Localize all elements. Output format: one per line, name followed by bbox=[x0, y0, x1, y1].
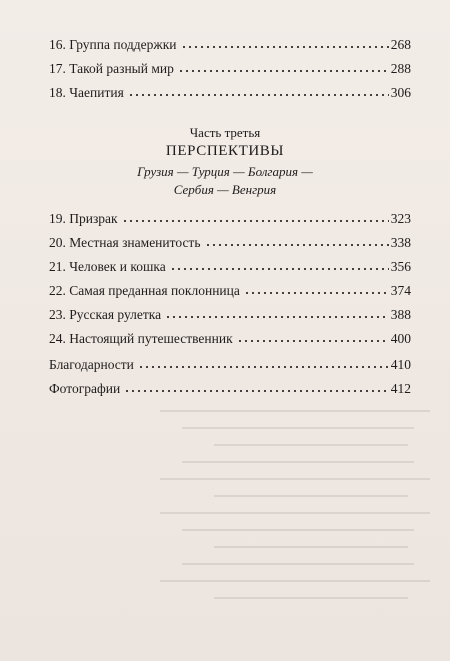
part-heading bbox=[0, 124, 450, 199]
dot-leader bbox=[205, 238, 389, 252]
dot-leader bbox=[122, 214, 389, 228]
dot-leader bbox=[165, 310, 389, 324]
toc-section-top bbox=[49, 35, 411, 107]
toc-entry-page: 412 bbox=[390, 381, 411, 396]
dot-leader bbox=[181, 40, 389, 54]
bleed-through-texture bbox=[160, 395, 430, 655]
toc-entry-page: 338 bbox=[390, 235, 411, 250]
toc-entry[interactable] bbox=[49, 329, 411, 353]
toc-entry[interactable] bbox=[49, 35, 411, 59]
toc-entry-page: 323 bbox=[390, 211, 411, 226]
toc-entry-title: 19. Призрак bbox=[49, 211, 118, 226]
toc-entry-page: 400 bbox=[390, 331, 411, 346]
part-label: Часть третья bbox=[189, 125, 261, 140]
toc-entry-page: 268 bbox=[390, 37, 411, 52]
toc-entry[interactable] bbox=[49, 209, 411, 233]
toc-entry[interactable] bbox=[49, 379, 411, 403]
part-subtitle-line2: Сербия — Венгрия bbox=[173, 182, 277, 197]
toc-entry-title: Благодарности bbox=[49, 357, 134, 372]
toc-entry-title: 21. Человек и кошка bbox=[49, 259, 166, 274]
dot-leader bbox=[244, 286, 389, 300]
toc-section-part3 bbox=[49, 209, 411, 353]
toc-entry-title: Фотографии bbox=[49, 381, 121, 396]
dot-leader bbox=[170, 262, 389, 276]
toc-entry-title: 23. Русская рулетка bbox=[49, 307, 162, 322]
toc-entry-page: 306 bbox=[390, 85, 411, 100]
toc-entry[interactable] bbox=[49, 305, 411, 329]
dot-leader bbox=[128, 88, 389, 102]
dot-leader bbox=[138, 360, 389, 374]
toc-entry[interactable] bbox=[49, 355, 411, 379]
toc-entry-page: 288 bbox=[390, 61, 411, 76]
toc-entry-page: 356 bbox=[390, 259, 411, 274]
toc-entry-title: 22. Самая преданная поклонница bbox=[49, 283, 240, 298]
toc-entry[interactable] bbox=[49, 83, 411, 107]
toc-entry-page: 410 bbox=[390, 357, 411, 372]
toc-entry[interactable] bbox=[49, 257, 411, 281]
toc-entry[interactable] bbox=[49, 233, 411, 257]
toc-entry-page: 374 bbox=[390, 283, 411, 298]
toc-entry-title: 18. Чаепития bbox=[49, 85, 124, 100]
toc-entry[interactable] bbox=[49, 59, 411, 83]
dot-leader bbox=[124, 384, 389, 398]
toc-entry[interactable] bbox=[49, 281, 411, 305]
dot-leader bbox=[237, 334, 389, 348]
toc-entry-title: 20. Местная знаменитость bbox=[49, 235, 201, 250]
part-title: ПЕРСПЕКТИВЫ bbox=[165, 143, 285, 159]
toc-section-back bbox=[49, 355, 411, 403]
toc-entry-title: 24. Настоящий путешественник bbox=[49, 331, 233, 346]
toc-entry-title: 16. Группа поддержки bbox=[49, 37, 177, 52]
toc-entry-page: 388 bbox=[390, 307, 411, 322]
dot-leader bbox=[178, 64, 389, 78]
toc-entry-title: 17. Такой разный мир bbox=[49, 61, 174, 76]
part-subtitle-line1: Грузия — Турция — Болгария — bbox=[137, 164, 313, 179]
